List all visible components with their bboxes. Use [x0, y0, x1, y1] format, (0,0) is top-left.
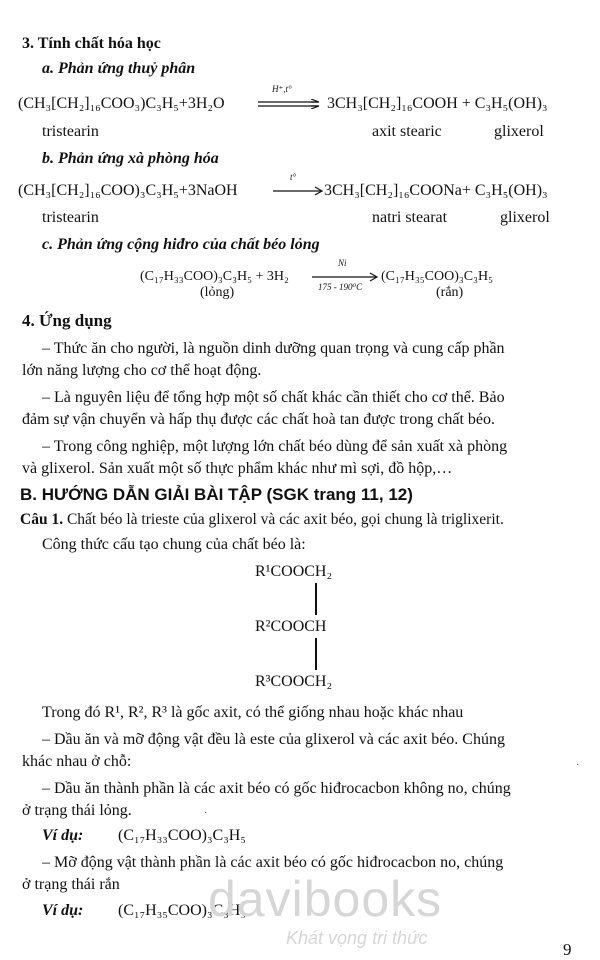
hydrogenation-arrow — [312, 272, 380, 282]
saponification-reactants: (CH₃[CH₂]₁₆COO)₃C₃H₅+3NaOH — [18, 182, 238, 199]
formula-r1: R¹COOCH₂ — [255, 563, 333, 580]
hydrolysis-products: 3CH₃[CH₂]₁₆COOH + C₃H₅(OH)₃ — [327, 95, 548, 112]
label-axit-stearic: axit stearic — [372, 123, 442, 140]
oil-line2: ở trạng thái lỏng. — [22, 802, 132, 819]
fat-line1: – Mỡ động vật thành phần là các axit béo có gốc hiđrocacbon no, chúng — [42, 854, 504, 871]
label-long: (lỏng) — [200, 285, 235, 300]
label-natri-stearat: natri stearat — [372, 209, 448, 226]
usage-p2-line2: đảm sự vận chuyển và hấp thụ được các chất hoà tan được trong chất béo. — [22, 411, 495, 428]
oil-line1: – Dầu ăn thành phần là các axit béo có gốc hiđrocacbon không no, chúng — [42, 780, 511, 797]
scan-speck: · — [204, 808, 208, 819]
hydrogenation-catalyst: Ni — [338, 258, 347, 268]
hydrolysis-reactants: (CH₃[CH₂]₁₆COO₃)C₃H₅+3H₂O — [18, 95, 225, 112]
cau1-label: Câu 1. — [20, 511, 64, 528]
usage-p1-line1: – Thức ăn cho người, là nguồn dinh dưỡng quan trọng và cung cấp phần — [42, 340, 505, 357]
hydrogenation-title: c. Phản ứng cộng hiđro của chất béo lỏng — [42, 236, 320, 253]
hydrolysis-arrow — [258, 99, 322, 109]
usage-p3-line2: và glixerol. Sản xuất một số thực phẩm khác như mì sợi, đồ hộp,… — [22, 460, 453, 477]
difference-line1: – Dầu ăn và mỡ động vật đều là este của glixerol và các axit béo. Chúng — [42, 731, 505, 748]
formula-intro: Công thức cấu tạo chung của chất béo là: — [42, 536, 306, 553]
label-glixerol-b: glixerol — [500, 209, 550, 226]
section-b-heading: B. HƯỚNG DẪN GIẢI BÀI TẬP (SGK trang 11, 12) — [20, 485, 413, 504]
fat-line2: ở trạng thái rắn — [22, 876, 120, 893]
label-ran: (rắn) — [436, 285, 464, 300]
usage-p2-line1: – Là nguyên liệu để tổng hợp một số chất khác cần thiết cho cơ thể. Bảo — [42, 389, 505, 406]
saponification-products: 3CH₃[CH₂]₁₆COONa+ C₃H₅(OH)₃ — [324, 182, 548, 199]
page-number: 9 — [563, 940, 572, 959]
label-glixerol-a: glixerol — [494, 123, 544, 140]
bond-line-2 — [315, 638, 317, 670]
label-tristearin-b: tristearin — [42, 209, 99, 226]
example-formula-2: (C₁₇H₃₅COO)₃C₃H₅ — [118, 902, 246, 919]
section-3-heading: 3. Tính chất hóa học — [22, 35, 161, 52]
hydrogenation-product: (C₁₇H₃₅COO)₃C₃H₅ — [381, 269, 493, 284]
saponification-arrow — [273, 186, 325, 196]
formula-r3: R³COOCH₂ — [255, 673, 333, 690]
saponification-title: b. Phản ứng xà phòng hóa — [42, 150, 219, 167]
example-label-2: Ví dụ: — [42, 902, 84, 919]
scan-speck: · — [576, 760, 580, 771]
trong-do-line: Trong đó R¹, R², R³ là gốc axit, có thể giống nhau hoặc khác nhau — [42, 704, 464, 721]
label-tristearin-a: tristearin — [42, 123, 99, 140]
cau1-text: Chất béo là trieste của glixerol và các axit béo, gọi chung là triglixerit. — [63, 511, 504, 528]
usage-p1-line2: lớn năng lượng cho cơ thể hoạt động. — [22, 362, 262, 379]
usage-p3-line1: – Trong công nghiệp, một lượng lớn chất béo dùng để sản xuất xà phòng — [42, 438, 508, 455]
watermark-slogan: Khát vọng tri thức — [286, 928, 428, 948]
formula-r2: R²COOCH — [255, 618, 327, 635]
cau1-paragraph — [20, 510, 504, 530]
hydrolysis-condition: H⁺,t° — [272, 84, 292, 94]
hydrogenation-reactants: (C₁₇H₃₃COO)₃C₃H₅ + 3H₂ — [140, 269, 289, 284]
hydrolysis-title: a. Phản ứng thuỷ phân — [42, 60, 196, 77]
example-formula-1: (C₁₇H₃₃COO)₃C₃H₅ — [118, 827, 246, 844]
watermark-brand: davibooks — [208, 871, 443, 927]
hydrogenation-temperature: 175 - 190⁰C — [318, 282, 363, 292]
saponification-condition: t° — [290, 172, 297, 182]
bond-line-1 — [315, 583, 317, 615]
section-4-heading: 4. Ứng dụng — [22, 311, 112, 330]
difference-line2: khác nhau ở chỗ: — [22, 753, 132, 770]
example-label-1: Ví dụ: — [42, 827, 84, 844]
